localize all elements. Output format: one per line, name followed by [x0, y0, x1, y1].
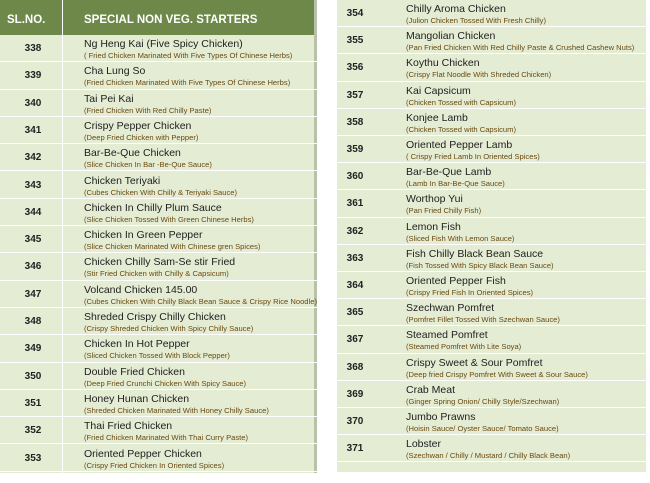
- item-name: Shreded Crispy Chilly Chicken: [84, 311, 226, 323]
- item-number: 368: [346, 361, 364, 373]
- menu-item-row: [336, 0, 646, 27]
- item-number: 359: [346, 144, 364, 155]
- menu-item-row: [0, 199, 317, 226]
- item-number: 370: [346, 416, 364, 427]
- item-name: Konjee Lamb: [406, 111, 468, 124]
- item-number: 352: [24, 425, 42, 437]
- item-name: Fish Chilly Black Bean Sauce: [406, 247, 544, 260]
- menu-item-row: [336, 381, 646, 408]
- section-title: SPECIAL NON VEG. STARTERS: [84, 14, 258, 26]
- item-description: (Deep Fried Chicken with Pepper): [84, 132, 199, 142]
- item-description: (Cubes Chicken With Chilly & Teriyaki Sauce): [84, 187, 238, 197]
- menu-item-row: [0, 281, 317, 308]
- item-name: Crab Meat: [406, 383, 456, 396]
- item-description: (Lamb In Bar-Be-Que Sauce): [406, 179, 505, 189]
- item-name: Jumbo Prawns: [406, 411, 476, 423]
- right-menu-column: [336, 0, 646, 472]
- item-name: Crispy Pepper Chicken: [84, 119, 192, 132]
- item-description: ( Fried Chicken Marinated With Five Types Of Chinese Herbs): [84, 51, 293, 60]
- item-name: Bar-Be-Que Chicken: [84, 147, 181, 160]
- menu-item-row: [336, 408, 646, 435]
- item-description: (Steamed Pomfret With Lite Soya): [406, 342, 522, 352]
- item-description: (Stir Fried Chicken with Chilly & Capsicum): [84, 269, 229, 279]
- item-number: 362: [346, 225, 364, 237]
- item-description: (Fried Chicken Marinated With Thai Curry Paste): [84, 433, 249, 443]
- menu-item-row: [0, 417, 317, 444]
- item-name: Volcand Chicken 145.00: [84, 283, 198, 296]
- menu-item-row: [0, 253, 317, 280]
- menu-item-row: [336, 354, 646, 381]
- item-name: Tai Pei Kai: [84, 92, 134, 105]
- item-description: (Deep fried Crispy Pomfret With Sweet & Sour Sauce): [406, 369, 588, 379]
- item-number: 358: [346, 116, 364, 128]
- item-description: (Chicken Tossed with Capsicum): [406, 97, 517, 107]
- item-description: (Pan Fried Chicken With Red Chilly Paste & Crushed Cashew Nuts): [406, 43, 635, 53]
- item-description: (Cubes Chicken With Chilly Black Bean Sauce & Crispy Rice Noodle): [84, 296, 317, 306]
- item-description: (Crispy Fried Chicken In Oriented Spices): [84, 460, 225, 470]
- item-number: 338: [24, 43, 42, 54]
- menu-header: [0, 0, 317, 35]
- menu-item-row: [336, 245, 646, 272]
- menu-item-row: [0, 445, 317, 472]
- item-name: Crispy Sweet & Sour Pomfret: [406, 356, 543, 369]
- item-number: 355: [346, 35, 364, 47]
- item-name: Chicken In Hot Pepper: [84, 338, 190, 351]
- sl-no-header: SL.NO.: [7, 14, 46, 26]
- item-description: (Julion Chicken Tossed With Fresh Chilly): [406, 16, 546, 25]
- menu-item-row: [0, 308, 317, 335]
- menu-item-row: [0, 90, 317, 117]
- item-name: Szechwan Pomfret: [406, 302, 495, 315]
- item-number: 361: [346, 198, 364, 210]
- item-number: 349: [24, 343, 42, 355]
- item-number: 346: [24, 261, 42, 273]
- item-number: 343: [24, 179, 42, 191]
- item-number: 345: [24, 234, 42, 246]
- item-name: Ng Heng Kai (Five Spicy Chicken): [84, 38, 243, 50]
- item-name: Mangolian Chicken: [406, 30, 496, 43]
- menu-item-row: [336, 326, 646, 353]
- menu-item-row: [336, 136, 646, 163]
- menu-item-row: [0, 62, 317, 89]
- menu-item-row: [336, 54, 646, 81]
- item-name: Double Fried Chicken: [84, 365, 185, 378]
- item-description: (Fried Chicken With Red Chilly Paste): [84, 105, 212, 115]
- item-name: Chicken In Green Pepper: [84, 229, 203, 242]
- menu-item-row: [336, 27, 646, 54]
- item-name: Cha Lung So: [84, 65, 146, 78]
- item-number: 360: [346, 171, 364, 183]
- menu-item-row: [336, 163, 646, 190]
- item-number: 357: [346, 89, 364, 101]
- item-description: (Pan Fried Chilly Fish): [406, 206, 482, 216]
- menu-item-row: [0, 172, 317, 199]
- menu-item-row: [336, 190, 646, 217]
- item-number: 342: [24, 152, 42, 164]
- item-name: Koythu Chicken: [406, 57, 480, 70]
- item-description: (Sliced Fish With Lemon Sauce): [406, 233, 515, 243]
- item-description: (Crispy Fried Fish In Oriented Spices): [406, 288, 534, 297]
- item-name: Lobster: [406, 438, 442, 451]
- item-number: 354: [346, 8, 364, 19]
- item-number: 347: [24, 288, 42, 300]
- item-name: Worthop Yui: [406, 193, 463, 206]
- item-name: Bar-Be-Que Lamb: [406, 166, 492, 179]
- menu-item-row: [0, 363, 317, 390]
- item-description: (Fried Chicken Marinated With Five Types Of Chinese Herbs): [84, 78, 291, 88]
- item-number: 363: [346, 252, 364, 264]
- item-name: Thai Fried Chicken: [84, 420, 173, 433]
- menu-item-row: [336, 82, 646, 109]
- item-name: Oriented Pepper Fish: [406, 275, 506, 287]
- menu-item-row: [0, 35, 317, 62]
- item-name: Lemon Fish: [406, 220, 461, 233]
- item-number: 365: [346, 307, 364, 319]
- item-description: ( Crispy Fried Lamb In Oriented Spices): [406, 152, 540, 161]
- item-description: (Deep Fried Crunchi Chicken With Spicy Sauce): [84, 378, 247, 388]
- item-number: 340: [24, 97, 42, 109]
- item-description: (Ginger Spring Onion/ Chilly Style/Szechwan): [406, 396, 560, 406]
- item-description: (Slice Chicken In Bar -Be-Que Sauce): [84, 160, 212, 170]
- item-name: Oriented Pepper Chicken: [84, 447, 202, 460]
- item-number: 371: [346, 443, 364, 455]
- item-number: 341: [24, 124, 42, 136]
- item-description: (Crispy Shreded Chicken With Spicy Chilly Sauce): [84, 324, 254, 333]
- item-number: 348: [24, 316, 42, 327]
- item-name: Chicken In Chilly Plum Sauce: [84, 201, 222, 214]
- menu-item-row: [0, 335, 317, 362]
- item-number: 350: [24, 370, 42, 382]
- item-name: Oriented Pepper Lamb: [406, 139, 513, 151]
- item-name: Chicken Chilly Sam-Se stir Fried: [84, 256, 236, 269]
- item-description: (Fish Tossed With Spicy Black Bean Sauce): [406, 260, 554, 270]
- item-name: Chilly Aroma Chicken: [406, 3, 506, 15]
- item-number: 353: [24, 452, 42, 464]
- item-name: Steamed Pomfret: [406, 329, 488, 342]
- item-name: Kai Capsicum: [406, 84, 471, 97]
- menu-item-row: [336, 435, 646, 462]
- menu-item-row: [336, 218, 646, 245]
- item-name: Chicken Teriyaki: [84, 174, 161, 187]
- left-menu-column: [0, 0, 317, 473]
- item-description: (Pomfret Fillet Tossed With Szechwan Sauce): [406, 315, 560, 325]
- menu-item-row: [0, 117, 317, 144]
- menu-item-row: [0, 144, 317, 171]
- item-number: 356: [346, 62, 364, 74]
- item-number: 369: [346, 388, 364, 400]
- item-description: (Shreded Chicken Marinated With Honey Chilly Sauce): [84, 405, 269, 415]
- item-number: 344: [24, 206, 42, 218]
- item-number: 351: [24, 397, 42, 409]
- menu-item-row: [336, 109, 646, 136]
- item-description: (Chicken Tossed with Capsicum): [406, 124, 517, 134]
- item-description: (Crispy Flat Noodle With Shreded Chicken): [406, 70, 552, 80]
- item-number: 364: [346, 280, 364, 291]
- item-description: (Slice Chicken Tossed With Green Chinese Herbs): [84, 214, 254, 224]
- menu-item-row: [336, 272, 646, 299]
- item-number: 339: [24, 70, 42, 82]
- menu-item-row: [0, 226, 317, 253]
- item-description: (Sliced Chicken Tossed With Block Pepper): [84, 351, 230, 361]
- item-number: 367: [346, 334, 364, 346]
- menu-item-row: [336, 299, 646, 326]
- menu-item-row: [0, 390, 317, 417]
- item-description: (Hoisin Sauce/ Oyster Sauce/ Tomato Sauce): [406, 424, 559, 433]
- item-name: Honey Hunan Chicken: [84, 392, 190, 405]
- item-description: (Slice Chicken Marinated With Chinese gren Spices): [84, 242, 261, 252]
- item-description: (Szechwan / Chilly / Mustard / Chilly Black Bean): [406, 451, 571, 461]
